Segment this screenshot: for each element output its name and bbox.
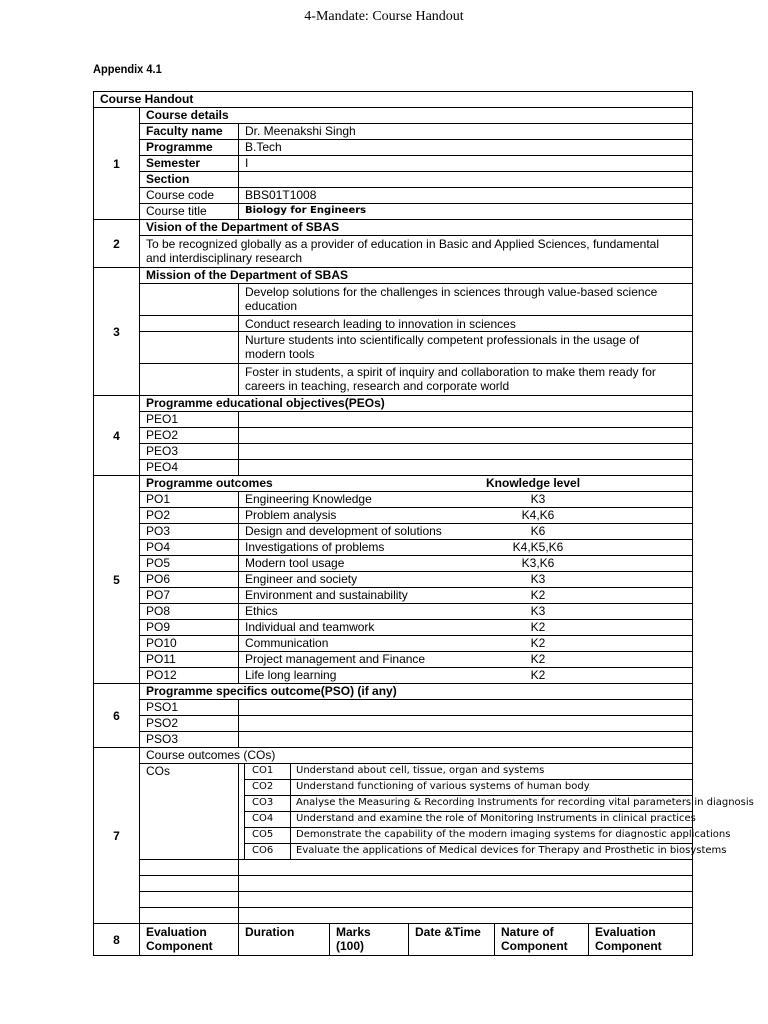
evaluation-column-header: Nature of Component: [494, 923, 589, 956]
blank-value-cell: [238, 891, 693, 908]
section-number-6: 6: [93, 683, 140, 748]
blank-value-cell: [238, 875, 693, 892]
po-code: PO7: [139, 587, 239, 604]
co-description: Evaluate the applications of Medical devices for Therapy and Prosthetic in biosystems: [296, 845, 727, 856]
course-detail-value: Dr. Meenakshi Singh: [238, 123, 693, 140]
po-name: Life long learning: [238, 667, 693, 684]
co-description: Analyse the Measuring & Recording Instruments for recording vital parameters in diagnosis: [296, 797, 754, 808]
course-detail-value: Biology for Engineers: [238, 203, 693, 220]
evaluation-column-header: Marks (100): [329, 923, 409, 956]
section-number-8: 8: [93, 923, 140, 956]
po-name: Investigations of problems: [238, 539, 693, 556]
pso-label: PSO2: [139, 715, 239, 732]
po-knowledge-level: K2: [530, 668, 546, 682]
po-name: Engineering Knowledge: [238, 491, 693, 508]
po-name: Problem analysis: [238, 507, 693, 524]
blank-value-cell: [238, 859, 693, 876]
course-detail-value: BBS01T1008: [238, 187, 693, 204]
peo-label: PEO4: [139, 459, 239, 476]
po-name: Communication: [238, 635, 693, 652]
pso-value: [238, 715, 693, 732]
appendix-label: Appendix 4.1: [93, 62, 162, 76]
po-knowledge-level: K3: [530, 492, 546, 506]
mission-blank-cell: [139, 283, 239, 316]
evaluation-column-header: Duration: [238, 923, 330, 956]
po-code: PO4: [139, 539, 239, 556]
course-detail-label: Semester: [139, 155, 239, 172]
course-detail-label: Programme: [139, 139, 239, 156]
section-number-2: 2: [93, 219, 140, 268]
blank-label-cell: [139, 859, 239, 876]
po-name: Design and development of solutions: [238, 523, 693, 540]
peo-label: PEO3: [139, 443, 239, 460]
po-name: Engineer and society: [238, 571, 693, 588]
evaluation-column-header: Evaluation Component: [588, 923, 693, 956]
page-header: 4-Mandate: Course Handout: [304, 9, 464, 24]
section-number-3: 3: [93, 267, 140, 396]
section-title-pso: Programme specifics outcome(PSO) (if any): [139, 683, 693, 700]
section-title-vision: Vision of the Department of SBAS: [139, 219, 693, 236]
co-code: CO1: [252, 765, 274, 776]
po-knowledge-level: K2: [530, 636, 546, 650]
peo-value: [238, 411, 693, 428]
course-detail-value: [238, 171, 693, 188]
mission-blank-cell: [139, 363, 239, 396]
po-knowledge-level: K2: [530, 652, 546, 666]
course-detail-value: B.Tech: [238, 139, 693, 156]
peo-value: [238, 427, 693, 444]
co-description: Understand about cell, tissue, organ and systems: [296, 765, 545, 776]
peo-label: PEO2: [139, 427, 239, 444]
section-title-programme-outcomes: Programme outcomes: [139, 475, 693, 492]
course-handout-table: [93, 91, 754, 955]
cos-label: COs: [139, 763, 239, 860]
co-code: CO5: [252, 829, 274, 840]
po-knowledge-level: K6: [530, 524, 546, 538]
section-title-peo: Programme educational objectives(PEOs): [139, 395, 693, 412]
knowledge-level-header: Knowledge level: [486, 476, 581, 490]
co-code: CO4: [252, 813, 274, 824]
po-name: Ethics: [238, 603, 693, 620]
pso-value: [238, 731, 693, 748]
po-code: PO1: [139, 491, 239, 508]
po-code: PO10: [139, 635, 239, 652]
evaluation-column-header: Date &Time: [408, 923, 495, 956]
peo-value: [238, 443, 693, 460]
co-description: Understand and examine the role of Monitoring Instruments in clinical practices: [296, 813, 696, 824]
section-number-7: 7: [93, 747, 140, 924]
po-name: Environment and sustainability: [238, 587, 693, 604]
section-number-5: 5: [93, 475, 140, 684]
section-title-course-outcomes: Course outcomes (COs): [139, 747, 693, 764]
po-code: PO8: [139, 603, 239, 620]
co-code: CO3: [252, 797, 274, 808]
mission-item: Develop solutions for the challenges in sciences through value-based science education: [238, 283, 693, 316]
course-detail-label: Section: [139, 171, 239, 188]
evaluation-column-header: Evaluation Component: [139, 923, 239, 956]
section-number-1: 1: [93, 107, 140, 220]
mission-blank-cell: [139, 331, 239, 364]
course-detail-label: Faculty name: [139, 123, 239, 140]
po-code: PO6: [139, 571, 239, 588]
mission-item: Conduct research leading to innovation in sciences: [238, 315, 693, 332]
po-code: PO2: [139, 507, 239, 524]
co-description: Demonstrate the capability of the modern imaging systems for diagnostic applications: [296, 829, 731, 840]
po-knowledge-level: K4,K5,K6: [512, 540, 564, 554]
po-knowledge-level: K2: [530, 588, 546, 602]
mission-item: Nurture students into scientifically competent professionals in the usage of modern tools: [238, 331, 693, 364]
co-code: CO2: [252, 781, 274, 792]
course-detail-label: Course code: [139, 187, 239, 204]
blank-value-cell: [238, 907, 693, 924]
section-number-4: 4: [93, 395, 140, 476]
mission-blank-cell: [139, 315, 239, 332]
po-knowledge-level: K3,K6: [521, 556, 555, 570]
po-code: PO9: [139, 619, 239, 636]
po-name: Project management and Finance: [238, 651, 693, 668]
course-detail-label: Course title: [139, 203, 239, 220]
po-code: PO3: [139, 523, 239, 540]
mission-item: Foster in students, a spirit of inquiry and collaboration to make them ready for careers in teaching, research and corporate world: [238, 363, 693, 396]
pso-label: PSO1: [139, 699, 239, 716]
blank-label-cell: [139, 907, 239, 924]
handout-title: Course Handout: [93, 91, 693, 108]
blank-label-cell: [139, 891, 239, 908]
po-knowledge-level: K3: [530, 604, 546, 618]
po-name: Modern tool usage: [238, 555, 693, 572]
blank-label-cell: [139, 875, 239, 892]
course-detail-value: I: [238, 155, 693, 172]
po-code: PO12: [139, 667, 239, 684]
co-code: CO6: [252, 845, 274, 856]
po-code: PO11: [139, 651, 239, 668]
pso-value: [238, 699, 693, 716]
co-description: Understand functioning of various systems of human body: [296, 781, 590, 792]
pso-label: PSO3: [139, 731, 239, 748]
section-title-mission: Mission of the Department of SBAS: [139, 267, 693, 284]
peo-value: [238, 459, 693, 476]
po-knowledge-level: K3: [530, 572, 546, 586]
po-name: Individual and teamwork: [238, 619, 693, 636]
po-knowledge-level: K4,K6: [521, 508, 555, 522]
po-code: PO5: [139, 555, 239, 572]
peo-label: PEO1: [139, 411, 239, 428]
vision-text: To be recognized globally as a provider of education in Basic and Applied Sciences, fundamental and interdisciplinary research: [139, 235, 693, 268]
section-title-course-details: Course details: [139, 107, 693, 124]
po-knowledge-level: K2: [530, 620, 546, 634]
